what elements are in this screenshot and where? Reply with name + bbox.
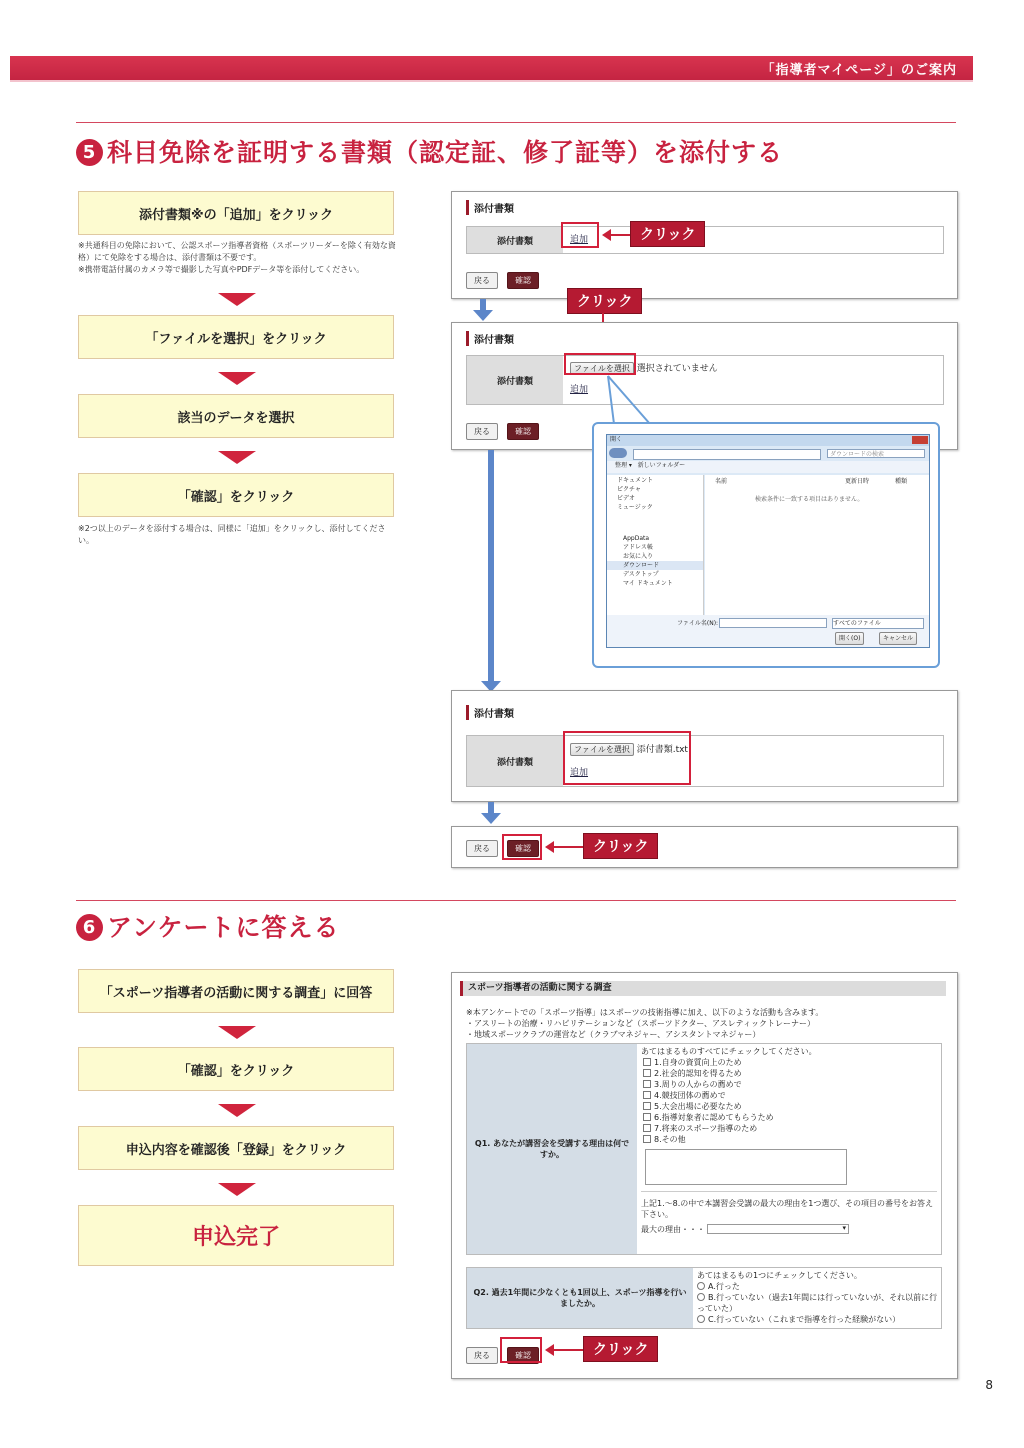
q1-option[interactable]: 4.競技団体の薦めで bbox=[643, 1090, 939, 1101]
tree-item[interactable]: ビデオ bbox=[617, 495, 635, 502]
file-list: 名前 更新日時 種類 検索条件に一致する項目はありません。 bbox=[705, 475, 929, 615]
tree-item[interactable]: ドキュメント bbox=[617, 477, 654, 484]
radio[interactable] bbox=[697, 1293, 705, 1301]
down-arrow bbox=[218, 293, 256, 306]
tree-item[interactable]: ピクチャ bbox=[617, 486, 641, 493]
survey-title: スポーツ指導者の活動に関する調査 bbox=[460, 981, 946, 996]
down-arrow bbox=[218, 1104, 256, 1117]
chevron-down-icon: ▾ bbox=[842, 1224, 846, 1232]
back-button[interactable]: 戻る bbox=[466, 423, 498, 440]
new-folder-button[interactable]: 新しいフォルダー bbox=[637, 462, 686, 469]
q1-option[interactable]: 1.自身の資質向上のため bbox=[643, 1057, 939, 1068]
radio[interactable] bbox=[697, 1282, 705, 1290]
red-arrow bbox=[553, 846, 583, 848]
checkbox[interactable] bbox=[643, 1069, 651, 1077]
q1-row: Q1. あなたが講習会を受講する理由は何ですか。 あてはまるものすべてにチェックしてください。 1.自身の資質向上のため 2.社会的認知を得るため 3.周りの人からの薦めで 4.競技団体の薦めで 5.大会出場に必要なため 6.指導対象者に認めてもらうため 7.将来のスポーツ指導のため 8.その他 上記1.～8.の中で本講習会受講の最大の理由を1つ選び、その項目の番号をお答え下さい。 最大の理由・・・ ▾ bbox=[466, 1043, 942, 1255]
highlight-frame bbox=[564, 353, 636, 375]
radio[interactable] bbox=[697, 1315, 705, 1323]
checkbox[interactable] bbox=[643, 1080, 651, 1088]
back-button[interactable]: 戻る bbox=[466, 840, 498, 857]
section6-title: 6 アンケートに答える bbox=[76, 908, 340, 944]
step6-2: 「確認」をクリック bbox=[78, 1047, 394, 1091]
confirm-button[interactable]: 確認 bbox=[507, 1347, 539, 1364]
step6-1: 「スポーツ指導者の活動に関する調査」に回答 bbox=[78, 969, 394, 1013]
tree-item[interactable]: AppData bbox=[623, 535, 650, 542]
highlight-frame bbox=[500, 1337, 542, 1363]
q2-row: Q2. 過去1年間に少なくとも1回以上、スポーツ指導を行いましたか。 あてはまるもの1つにチェックしてください。 A.行った B.行っていない（過去1年間には行っていないが、それ以前に行っていた） C.行っていない（これまで指導を行った経験がない） bbox=[466, 1267, 942, 1329]
click-label: クリック bbox=[583, 833, 658, 859]
add-link[interactable]: 追加 bbox=[570, 768, 589, 778]
add-link[interactable]: 追加 bbox=[570, 235, 589, 245]
down-arrow bbox=[218, 372, 256, 385]
section6-number: 6 bbox=[76, 914, 103, 941]
red-arrow bbox=[553, 1349, 583, 1351]
header-title: 「指導者マイページ」のご案内 bbox=[761, 63, 957, 78]
q2-label: Q2. 過去1年間に少なくとも1回以上、スポーツ指導を行いましたか。 bbox=[467, 1268, 693, 1328]
q1-option[interactable]: 7.将来のスポーツ指導のため bbox=[643, 1123, 939, 1134]
click-label: クリック bbox=[583, 1336, 658, 1362]
flow-arrowhead bbox=[473, 310, 493, 321]
header-bar bbox=[10, 56, 973, 80]
section5-number: 5 bbox=[76, 139, 103, 166]
file-name-text: 添付書類.txt bbox=[636, 745, 688, 755]
choose-file-button[interactable]: ファイルを選択 bbox=[570, 743, 634, 756]
click-label: クリック bbox=[567, 288, 642, 314]
panel-heading: 添付書類 bbox=[466, 200, 514, 215]
tree-item[interactable]: ミュージック bbox=[617, 504, 653, 511]
checkbox[interactable] bbox=[643, 1102, 651, 1110]
flow-arrowhead bbox=[481, 813, 501, 824]
highlight-frame bbox=[561, 222, 599, 248]
reason-select[interactable] bbox=[707, 1224, 849, 1234]
back-button[interactable]: 戻る bbox=[466, 1347, 498, 1364]
checkbox[interactable] bbox=[643, 1135, 651, 1143]
q2-option[interactable]: A.行った bbox=[697, 1281, 939, 1292]
page-number: 8 bbox=[985, 1378, 993, 1392]
q1-option[interactable]: 6.指導対象者に認めてもらうため bbox=[643, 1112, 939, 1123]
step5-4-note: ※2つ以上のデータを添付する場合は、同様に「追加」をクリックし、添付してください。 bbox=[78, 524, 386, 545]
down-arrow bbox=[218, 1183, 256, 1196]
step6-3: 申込内容を確認後「登録」をクリック bbox=[78, 1126, 394, 1170]
checkbox[interactable] bbox=[643, 1113, 651, 1121]
empty-message: 検索条件に一致する項目はありません。 bbox=[755, 496, 864, 503]
tree-item[interactable]: ダウンロード bbox=[607, 561, 703, 570]
survey-panel bbox=[451, 972, 958, 1379]
confirm-button[interactable]: 確認 bbox=[507, 840, 539, 857]
confirm-button[interactable]: 確認 bbox=[507, 423, 539, 440]
highlight-frame bbox=[502, 834, 542, 860]
dialog-title: 開く bbox=[610, 436, 623, 443]
attach-panel-2: 添付書類 添付書類 ファイルを選択 選択されていません 追加 戻る 確認 bbox=[451, 322, 958, 450]
filename-input[interactable] bbox=[719, 618, 827, 628]
attach-panel-3: 添付書類 添付書類 ファイルを選択 添付書類.txt 追加 bbox=[451, 690, 958, 802]
section5-title: 5 科目免除を証明する書類（認定証、修了証等）を添付する bbox=[76, 133, 783, 169]
back-forward-icon[interactable] bbox=[609, 448, 627, 458]
confirm-button[interactable]: 確認 bbox=[507, 272, 539, 289]
search-input[interactable]: ダウンロードの検索 bbox=[827, 449, 925, 458]
q2-option[interactable]: C.行っていない（これまで指導を行った経験がない） bbox=[697, 1314, 939, 1325]
highlight-frame bbox=[563, 731, 691, 785]
tree-item[interactable]: アドレス帳 bbox=[623, 544, 653, 551]
step5-1-note: ※共通科目の免除において、公認スポーツ指導者資格（スポーツリーダーを除く有効な資格）にて免除をする場合は、添付書類は不要です。 ※携帯電話付属のカメラ等で撮影した写真やPDFデータ等を添付してください。 bbox=[78, 241, 396, 274]
filter-select[interactable]: すべてのファイル bbox=[832, 618, 924, 629]
add-link[interactable]: 追加 bbox=[570, 385, 589, 395]
section6-rule bbox=[76, 900, 956, 901]
step5-3: 該当のデータを選択 bbox=[78, 394, 394, 438]
organize-button[interactable]: 整理 ▾ bbox=[615, 462, 632, 469]
step5-2: 「ファイルを選択」をクリック bbox=[78, 315, 394, 359]
step5-4: 「確認」をクリック bbox=[78, 473, 394, 517]
checkbox[interactable] bbox=[643, 1124, 651, 1132]
row-label: 添付書類 bbox=[467, 227, 563, 253]
checkbox[interactable] bbox=[643, 1091, 651, 1099]
tree-item[interactable]: お気に入り bbox=[623, 553, 654, 560]
tree-item[interactable]: デスクトップ bbox=[623, 571, 659, 578]
flow-line bbox=[488, 450, 494, 682]
cancel-button[interactable]: キャンセル bbox=[879, 632, 917, 645]
q1-option[interactable]: 3.周りの人からの薦めで bbox=[643, 1079, 939, 1090]
file-dialog: 開く ダウンロードの検索 整理 ▾ 新しいフォルダー ドキュメント ピクチャ ビデオ ミュージック AppData アドレス帳 お気に入り ダウンロード デスクトップ マイ ドキュメント 名前 更新日時 種類 検索条件に一致する項目はありません。 ファイル名(N): すべてのファイル 開く(O) キャンセル bbox=[606, 434, 930, 648]
q1-option[interactable]: 2.社会的認知を得るため bbox=[643, 1068, 939, 1079]
open-button[interactable]: 開く(O) bbox=[835, 632, 864, 645]
q1-option[interactable]: 8.その他 bbox=[643, 1134, 939, 1145]
step5-1: 添付書類※の「追加」をクリック bbox=[78, 191, 394, 235]
application-complete: 申込完了 bbox=[78, 1205, 394, 1266]
other-textarea[interactable] bbox=[645, 1149, 847, 1185]
survey-intro: ※本アンケートでの「スポーツ指導」はスポーツの技術指導に加え、以下のような活動も含みます。 ・アスリートの治療・リハビリテーションなど（スポーツドクター、アスレティックトレーナー） ・地域スポーツクラブの運営など（クラブマネジャー、アシスタントマネジャー） bbox=[466, 1008, 824, 1039]
section5-rule bbox=[76, 122, 956, 123]
address-bar[interactable] bbox=[633, 449, 821, 460]
red-arrow bbox=[610, 234, 630, 236]
down-arrow bbox=[218, 451, 256, 464]
close-icon[interactable] bbox=[912, 436, 928, 444]
folder-tree bbox=[607, 475, 704, 615]
file-dialog-callout bbox=[592, 422, 940, 668]
back-button[interactable]: 戻る bbox=[466, 272, 498, 289]
checkbox[interactable] bbox=[643, 1058, 651, 1066]
q1-option[interactable]: 5.大会出場に必要なため bbox=[643, 1101, 939, 1112]
choose-file-button[interactable]: ファイルを選択 bbox=[570, 362, 634, 375]
tree-item[interactable]: マイ ドキュメント bbox=[623, 580, 673, 587]
no-file-text: 選択されていません bbox=[636, 364, 718, 374]
header-rule bbox=[10, 80, 973, 82]
click-label: クリック bbox=[630, 221, 705, 247]
q2-option[interactable]: B.行っていない（過去1年間には行っていないが、それ以前に行っていた） bbox=[697, 1293, 938, 1313]
q1-label: Q1. あなたが講習会を受講する理由は何ですか。 bbox=[467, 1044, 637, 1254]
down-arrow bbox=[218, 1026, 256, 1039]
